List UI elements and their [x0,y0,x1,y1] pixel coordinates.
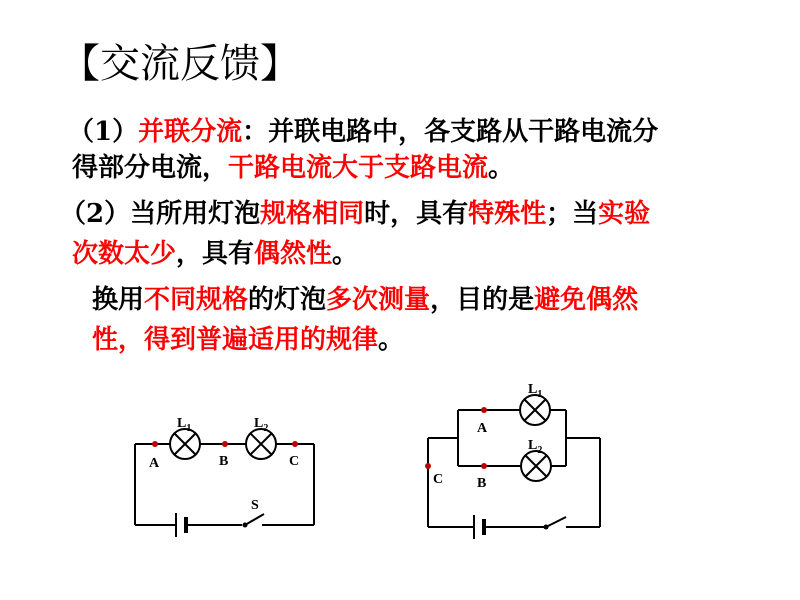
p1-head: 并联分流 [138,117,243,147]
label-s: S [251,498,259,513]
parallel-label-l2: $L_2$ [528,438,543,456]
p2-mid2: ；当 [546,199,599,229]
parallel-label-c: C [433,472,444,487]
parallel-switch-icon [544,517,567,530]
p3-red3: 避免偶然 [534,285,639,315]
label-c: C [289,454,300,469]
parallel-label-b: B [477,476,487,491]
label-b: B [219,454,229,469]
p3-mid2: ，目的是 [430,285,535,315]
p1-line2-red: 干路电流大于支路电流 [228,153,489,183]
p1-prefix: （1） [68,117,139,147]
parallel-circuit-wires [428,410,600,527]
p2-red4: 次数太少 [72,239,177,269]
p3-red1: 不同规格 [144,285,249,315]
p2-red2: 特殊性 [468,199,547,229]
parallel-point-c-dot [425,463,431,469]
parallel-lamp-l1-icon [520,395,550,425]
p1-mid: ：并联电路中，各支路从干路电流分 [242,117,659,147]
parallel-battery-icon [474,515,484,539]
p3-red4: 性，得到普遍适用的规律 [92,325,379,355]
label-a: A [149,456,160,471]
parallel-point-a-dot [481,407,487,413]
page-title: 【交流反馈】 [60,41,300,87]
p2-end: 。 [332,239,359,269]
parallel-label-a: A [477,421,488,436]
p1-line2-end: 。 [488,153,515,183]
p3-end: 。 [378,325,405,355]
p2-red3: 实验 [598,199,651,229]
p3-mid1: 的灯泡 [248,285,327,315]
p2-mid3: ，具有 [176,239,255,269]
parallel-point-b-dot [481,463,487,469]
p2-prefix: （2）当所用灯泡 [60,199,261,229]
p3-pre: 换用 [92,285,145,315]
parallel-label-l1: $L_1$ [528,382,543,400]
p2-red5: 偶然性 [254,239,333,269]
label-l2: $L_2$ [254,416,269,434]
parallel-lamp-l2-icon [521,451,551,481]
p3-red2: 多次测量 [326,285,431,315]
p2-red1: 规格相同 [260,199,365,229]
p2-mid1: 时，具有 [364,199,469,229]
p1-line2-pre: 得部分电流， [72,153,229,183]
label-l1: $L_1$ [177,416,192,434]
